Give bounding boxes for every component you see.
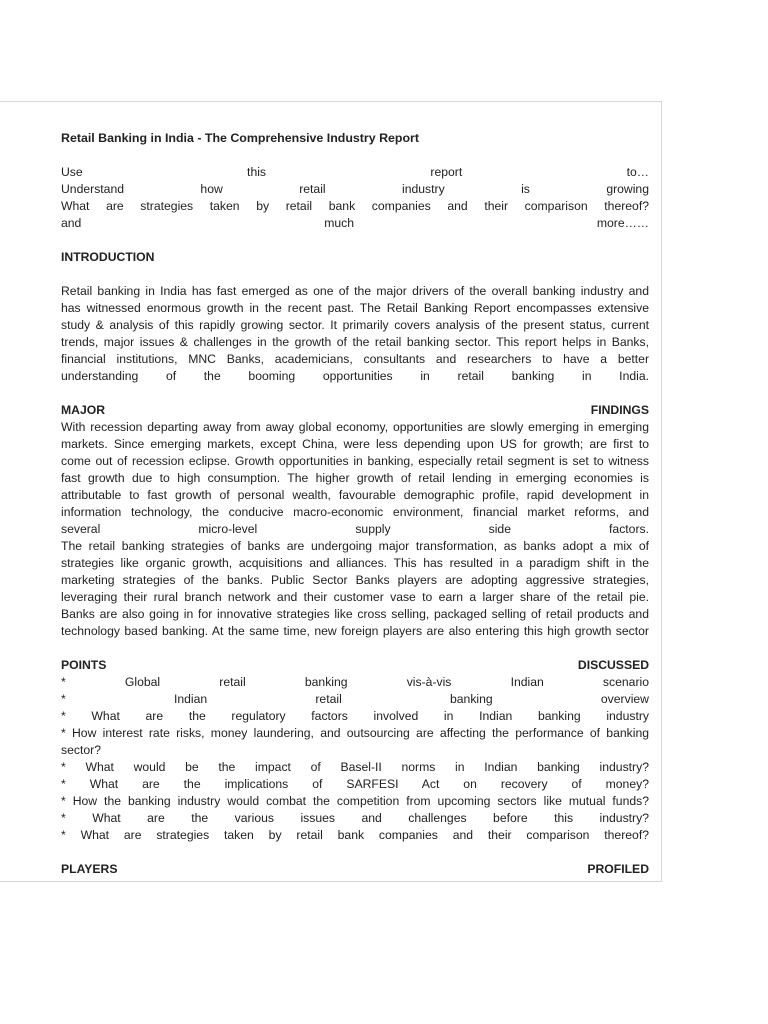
body-line: study & analysis of this rapidly growing sector. It primarily covers analysis of the present status, current: [61, 318, 649, 332]
list-item: * How the banking industry would combat the competition from upcoming sectors like mutual funds?: [61, 794, 649, 808]
body-line: Banks are also going in for innovative strategies like cross selling, packaged selling of retail products and: [61, 607, 649, 621]
list-item: * What are strategies taken by retail bank companies and their comparison thereof?: [61, 828, 649, 842]
points-discussed-list: [61, 674, 649, 844]
body-line: come out of recession eclipse. Growth opportunities in banking, especially retail segment is set to witness: [61, 454, 649, 468]
body-line: leveraging their rural branch network and their customer vase to earn a larger share of the retail pie.: [61, 590, 649, 604]
body-line: has witnessed enormous growth in the recent past. The Retail Banking Report encompasses extensive: [61, 301, 649, 315]
body-line: markets. Since emerging markets, except China, were less depending upon US for growth; are first to: [61, 437, 649, 451]
players-profiled-heading: [61, 861, 649, 878]
list-item: * Global retail banking vis-à-vis Indian scenario: [61, 675, 649, 689]
body-line: The retail banking strategies of banks are undergoing major transformation, as banks adopt a mix of: [61, 539, 649, 553]
body-line: With recession departing away from away global economy, opportunities are slowly emerging in emerging: [61, 420, 649, 434]
body-line: several micro-level supply side factors.: [61, 522, 649, 536]
body-line: trends, major issues & challenges in the growth of the retail banking sector. This report helps in Banks,: [61, 335, 649, 349]
body-line: strategies like organic growth, acquisitions and alliances. This has resulted in a paradigm shift in the: [61, 556, 649, 570]
heading-left: MAJOR: [61, 403, 106, 417]
heading-right: PROFILED: [587, 862, 649, 876]
list-item: sector?: [61, 743, 101, 757]
intro-line: Use this report to…: [61, 165, 649, 179]
body-line: understanding of the booming opportunities in retail banking in India.: [61, 369, 649, 383]
list-item: * What are the various issues and challenges before this industry?: [61, 811, 649, 825]
document-page: [61, 130, 649, 878]
intro-line: and much more……: [61, 216, 649, 230]
introduction-body: [61, 283, 649, 385]
body-line: information technology, the conducive macro-economic environment, financial market reforms, and: [61, 505, 649, 519]
points-discussed-heading: [61, 657, 649, 674]
major-findings-heading: [61, 402, 649, 419]
body-line: attributable to fast growth of personal wealth, favourable demographic profile, rapid development in: [61, 488, 649, 502]
body-line: technology based banking. At the same time, new foreign players are also entering this high growth sector: [61, 624, 649, 638]
list-item: * How interest rate risks, money laundering, and outsourcing are affecting the performance of banking: [61, 726, 649, 740]
body-line: financial institutions, MNC Banks, academicians, consultants and researchers to have a better: [61, 352, 649, 366]
list-item: * What are the implications of SARFESI Act on recovery of money?: [61, 777, 649, 791]
list-item: * Indian retail banking overview: [61, 692, 649, 706]
body-line: Retail banking in India has fast emerged as one of the major drivers of the overall banking industry and: [61, 284, 649, 298]
heading-right: DISCUSSED: [577, 658, 649, 672]
heading-right: FINDINGS: [590, 403, 649, 417]
heading-left: PLAYERS: [61, 862, 118, 876]
body-line: fast growth due to high consumption. The higher growth of retail lending in emerging economies is: [61, 471, 649, 485]
major-findings-body: [61, 419, 649, 640]
intro-line: What are strategies taken by retail bank companies and their comparison thereof?: [61, 199, 649, 213]
heading-left: POINTS: [61, 658, 107, 672]
introduction-heading: INTRODUCTION: [61, 250, 155, 264]
intro-block: [61, 164, 649, 232]
document-title: Retail Banking in India - The Comprehensive Industry Report: [61, 131, 420, 145]
list-item: * What are the regulatory factors involved in Indian banking industry: [61, 709, 649, 723]
list-item: * What would be the impact of Basel-II norms in Indian banking industry?: [61, 760, 649, 774]
intro-line: Understand how retail industry is growing: [61, 182, 649, 196]
body-line: marketing strategies of the banks. Public Sector Banks players are adopting aggressive strategies,: [61, 573, 649, 587]
